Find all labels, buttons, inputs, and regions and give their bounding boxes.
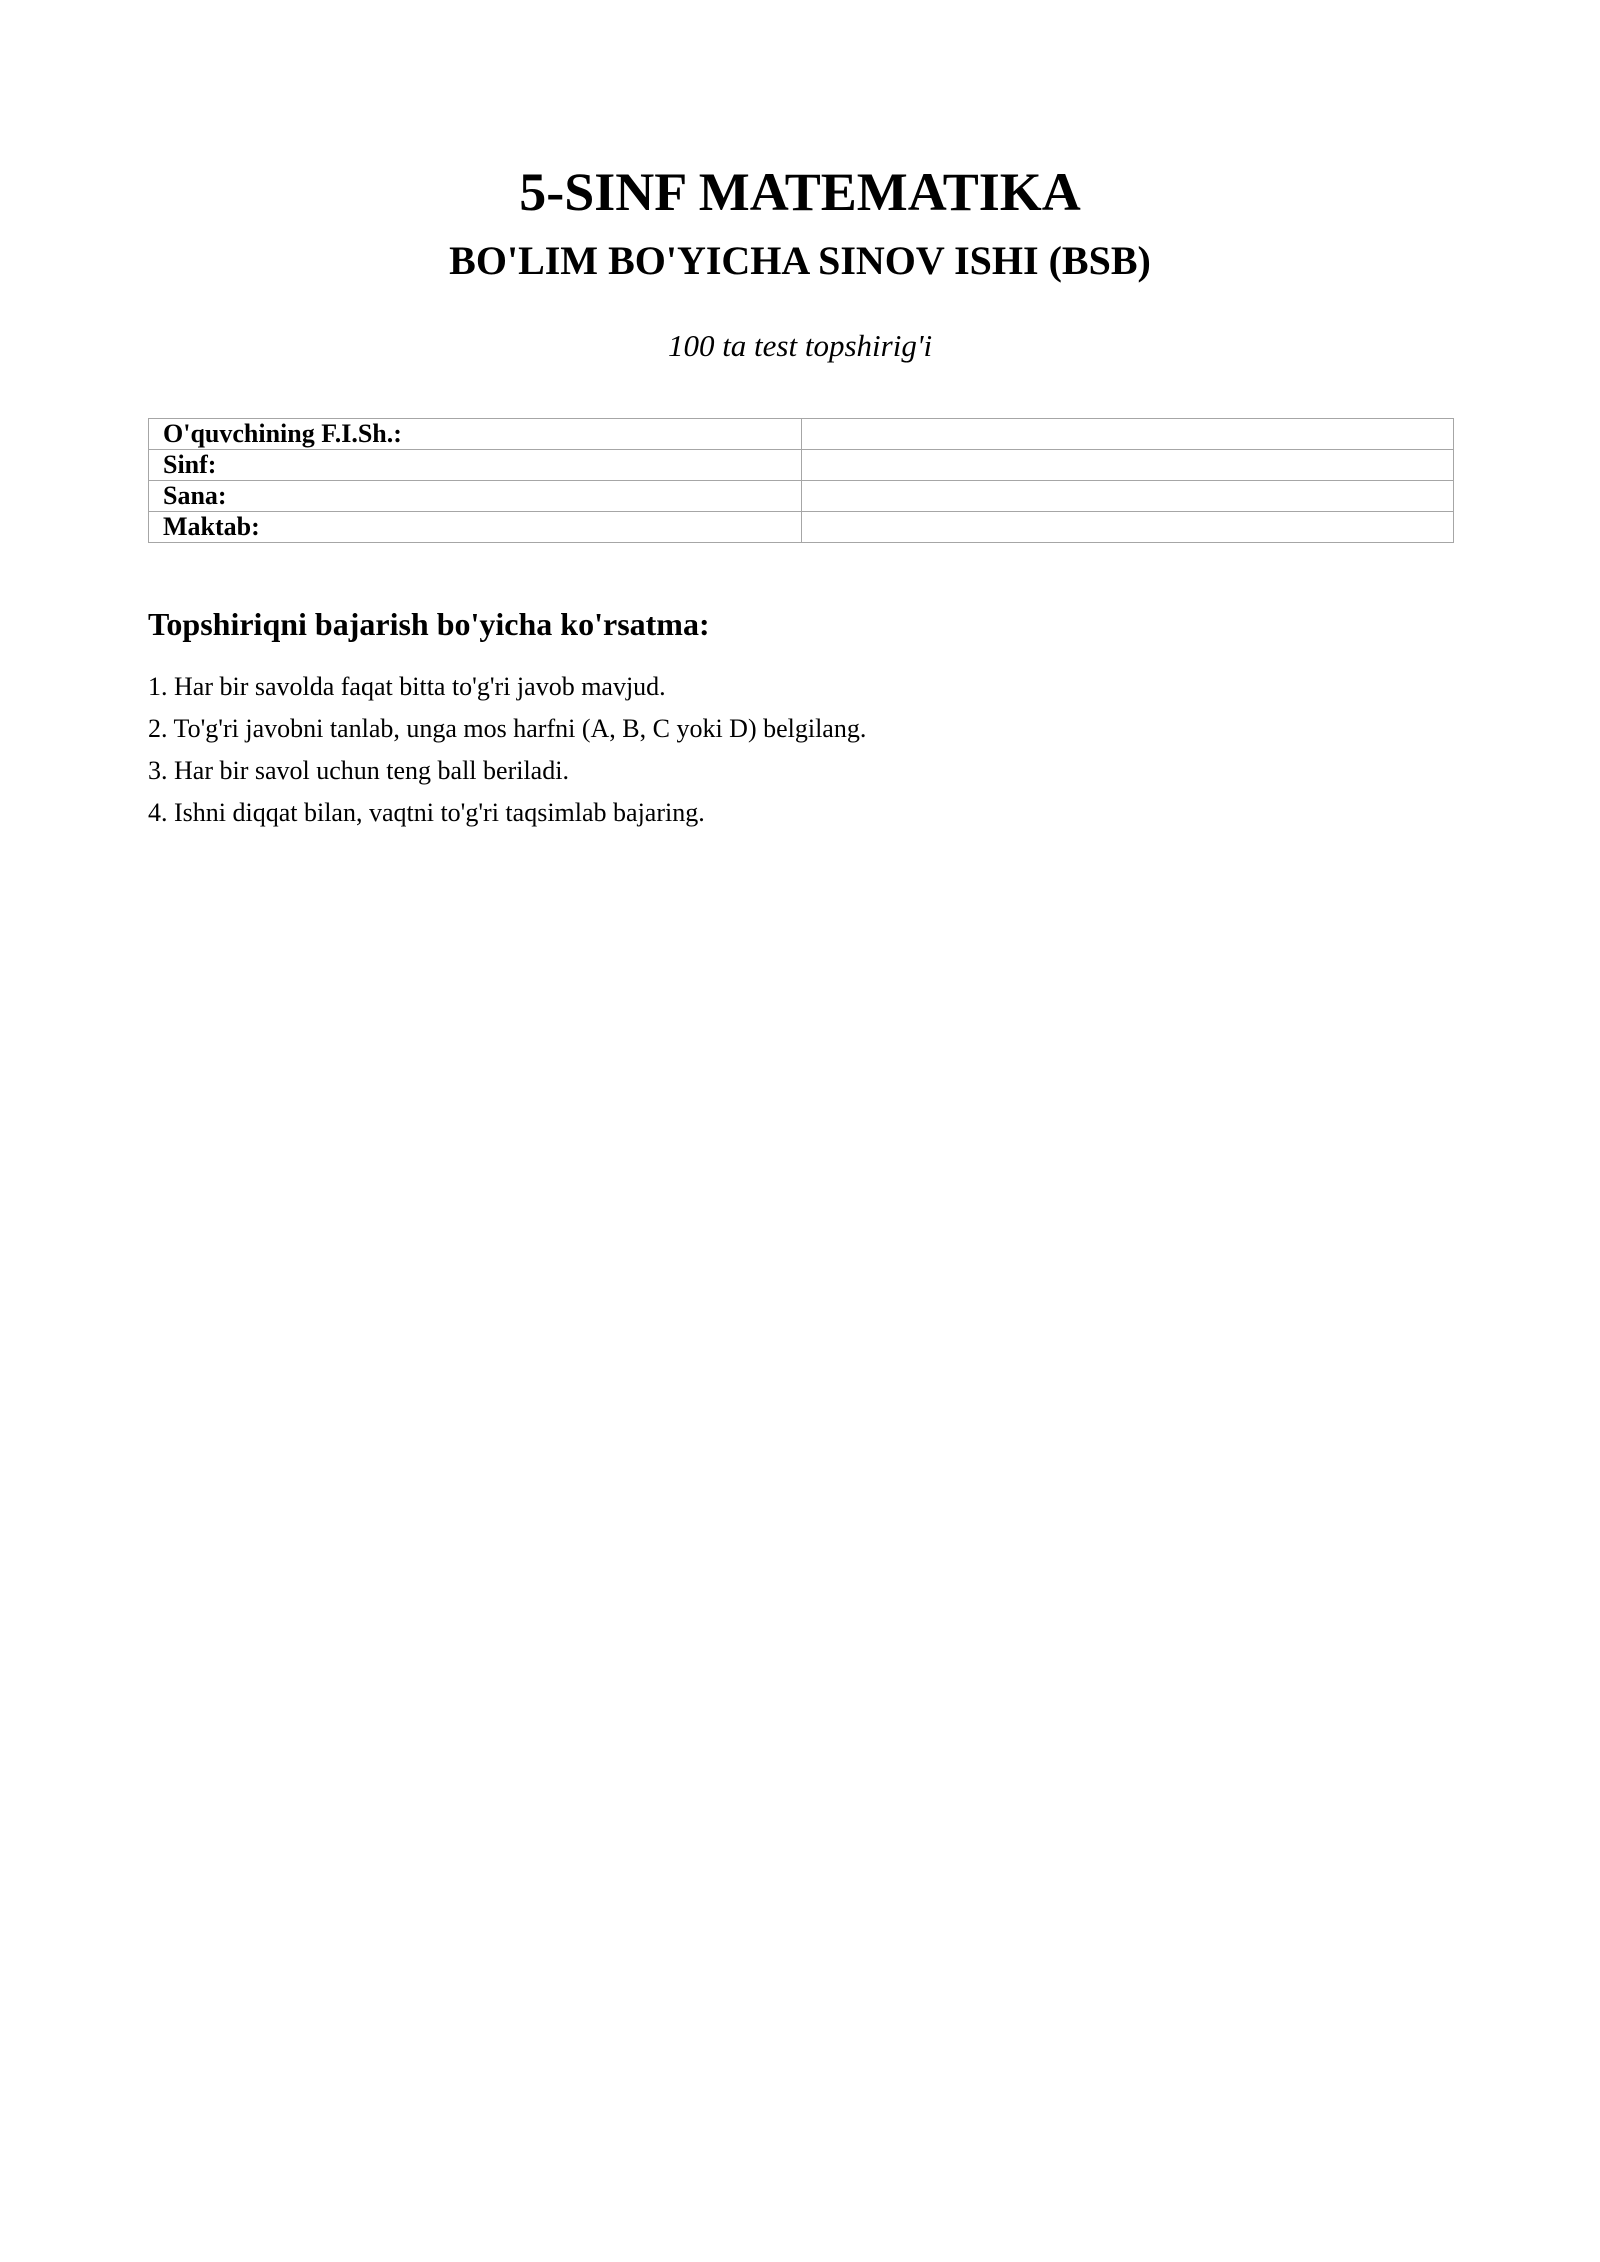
instruction-item: 4. Ishni diqqat bilan, vaqtni to'g'ri taqsimlab bajaring.	[148, 798, 705, 827]
task-count-note: 100 ta test topshirig'i	[667, 328, 933, 363]
date-field[interactable]	[802, 481, 1454, 512]
date-label: Sana:	[149, 481, 802, 512]
class-field[interactable]	[802, 450, 1454, 481]
class-row	[149, 450, 1454, 481]
school-row	[149, 512, 1454, 543]
instructions-list	[148, 666, 866, 834]
school-field[interactable]	[802, 512, 1454, 543]
instruction-item: 3. Har bir savol uchun teng ball beriladi.	[148, 756, 569, 785]
date-row	[149, 481, 1454, 512]
student-name-label: O'quvchining F.I.Sh.:	[149, 419, 802, 450]
student-info-table	[148, 418, 1454, 543]
page-title: 5-SINF MATEMATIKA	[519, 162, 1081, 222]
student-name-row	[149, 419, 1454, 450]
instruction-item: 2. To'g'ri javobni tanlab, unga mos harfni (A, B, C yoki D) belgilang.	[148, 714, 867, 743]
instruction-item: 1. Har bir savolda faqat bitta to'g'ri javob mavjud.	[148, 672, 666, 701]
instructions-heading: Topshiriqni bajarish bo'yicha ko'rsatma:	[148, 606, 710, 642]
class-label: Sinf:	[149, 450, 802, 481]
school-label: Maktab:	[149, 512, 802, 543]
student-name-field[interactable]	[802, 419, 1454, 450]
page-subtitle: BO'LIM BO'YICHA SINOV ISHI (BSB)	[449, 238, 1151, 283]
